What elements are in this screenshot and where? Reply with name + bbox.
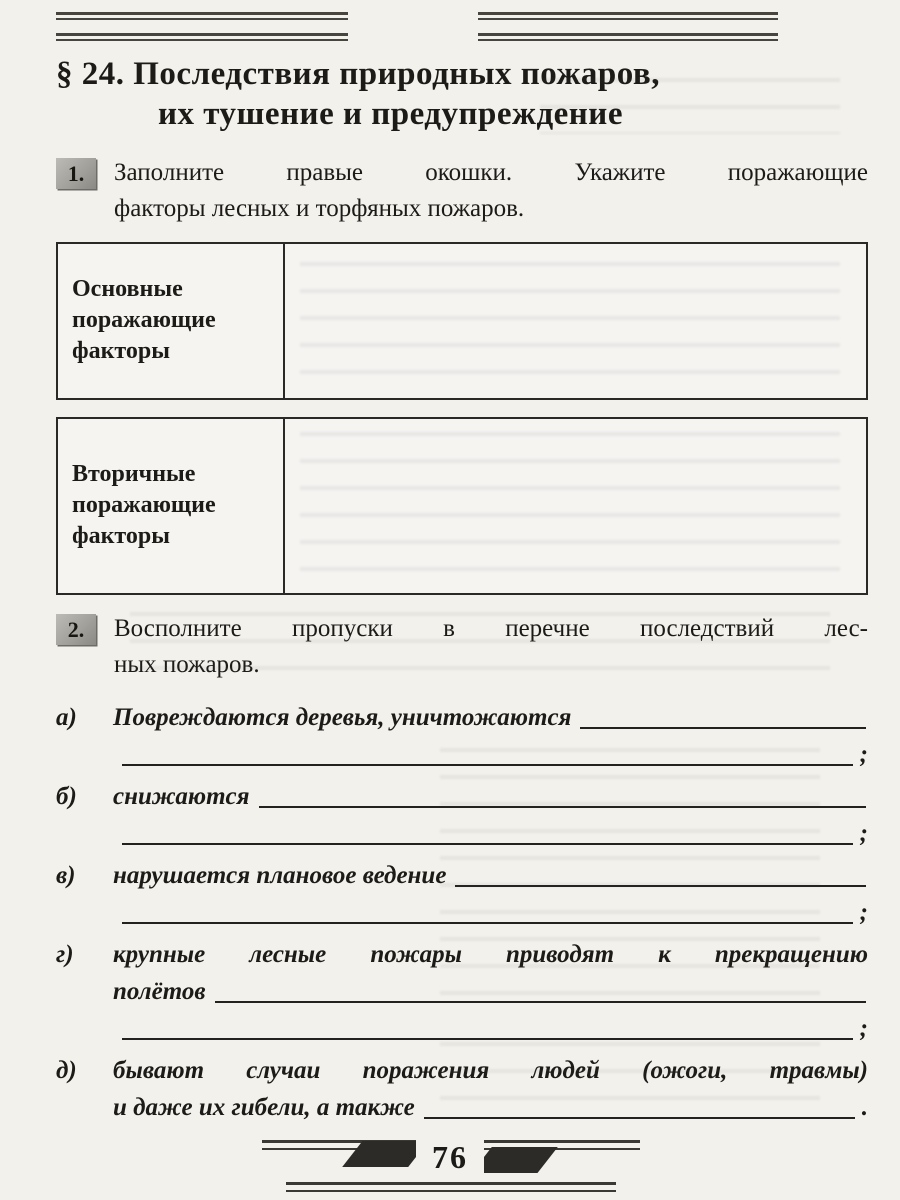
section-title-line1: Последствия природных пожаров, <box>133 56 661 92</box>
page-footer <box>0 1132 900 1194</box>
secondary-factors-answer-cell <box>285 419 866 593</box>
list-item-row <box>56 736 868 773</box>
task-2 <box>56 611 868 683</box>
list-item-row <box>56 973 868 1010</box>
ribbon-wedge-right <box>471 1147 557 1173</box>
fill-in-blank <box>122 894 853 924</box>
section-title-line2: их тушение и предупреждение <box>158 96 623 133</box>
item-letter: в) <box>56 861 76 889</box>
task-2-instruction-line1: Восполните пропуски в перечне последствий лес- <box>114 614 868 642</box>
task-1-instruction <box>114 155 868 227</box>
fill-in-blank <box>215 973 867 1003</box>
decorative-rule <box>478 12 778 20</box>
list-item-row <box>56 815 868 852</box>
item-letter: а) <box>56 703 77 731</box>
page-number-ribbon <box>350 1134 550 1180</box>
item-letter: д) <box>56 1056 77 1084</box>
list-item-row <box>56 1010 868 1047</box>
list-item-row <box>56 1089 868 1126</box>
item-letter: б) <box>56 782 77 810</box>
task-1 <box>56 155 868 227</box>
list-item-row <box>56 894 868 931</box>
task-2-instruction <box>114 611 868 683</box>
primary-factors-label: Основные поражающие факторы <box>58 244 285 398</box>
fill-in-blank <box>122 815 853 845</box>
fill-in-blank <box>259 778 866 808</box>
item-terminator: ; <box>859 1014 868 1042</box>
footer-rules-bottom <box>286 1182 616 1192</box>
list-item-row <box>56 857 868 894</box>
decorative-rule <box>478 33 778 41</box>
item-terminator: ; <box>859 819 868 847</box>
item-text: крупные лесные пожары приводят к прекращению <box>113 940 868 968</box>
task-1-instruction-line2: факторы лесных и торфяных пожаров. <box>114 194 525 222</box>
page-number: 76 <box>416 1134 484 1180</box>
item-text: снижаются <box>113 782 250 810</box>
decorative-rule <box>286 1190 616 1192</box>
task-1-instruction-line1: Заполните правые окошки. Укажите поражающие <box>114 158 868 186</box>
section-heading-line1 <box>56 56 660 92</box>
list-item-row <box>56 936 868 973</box>
fill-in-blank <box>580 699 866 729</box>
list-item-v <box>56 857 868 931</box>
decorative-top-rules <box>56 0 868 41</box>
list-item-row <box>56 1052 868 1089</box>
primary-factors-table <box>56 242 868 400</box>
task-1-number-badge: 1. <box>56 158 96 189</box>
secondary-factors-table <box>56 417 868 595</box>
item-text: и даже их гибели, а также <box>113 1093 415 1121</box>
item-terminator: ; <box>859 740 868 768</box>
fill-in-blank <box>424 1089 855 1119</box>
item-text: Повреждаются деревья, уничтожаются <box>113 703 572 731</box>
fill-in-blank <box>122 736 853 766</box>
decorative-rule <box>286 1182 616 1185</box>
item-text: бывают случаи поражения людей (ожоги, травмы) <box>113 1056 868 1084</box>
item-terminator: . <box>861 1093 868 1121</box>
fill-in-blank <box>455 857 866 887</box>
list-item-b <box>56 778 868 852</box>
decorative-rule-row <box>56 12 868 20</box>
consequences-list <box>56 699 868 1126</box>
task-2-number-badge: 2. <box>56 614 96 645</box>
section-number: § 24. <box>56 56 125 92</box>
item-text: полётов <box>113 977 206 1005</box>
item-letter: г) <box>56 940 74 968</box>
decorative-rule-row <box>56 33 868 41</box>
decorative-rule <box>56 12 348 20</box>
item-text: нарушается плановое ведение <box>113 861 447 889</box>
list-item-a <box>56 699 868 773</box>
list-item-d <box>56 1052 868 1126</box>
item-terminator: ; <box>859 898 868 926</box>
list-item-row <box>56 778 868 815</box>
list-item-g <box>56 936 868 1047</box>
primary-factors-answer-cell <box>285 244 866 398</box>
decorative-rule <box>56 33 348 41</box>
list-item-row <box>56 699 868 736</box>
section-heading <box>56 54 868 135</box>
task-2-instruction-line2: ных пожаров. <box>114 650 260 678</box>
fill-in-blank <box>122 1010 853 1040</box>
secondary-factors-label: Вторичные поражающие факторы <box>58 419 285 593</box>
